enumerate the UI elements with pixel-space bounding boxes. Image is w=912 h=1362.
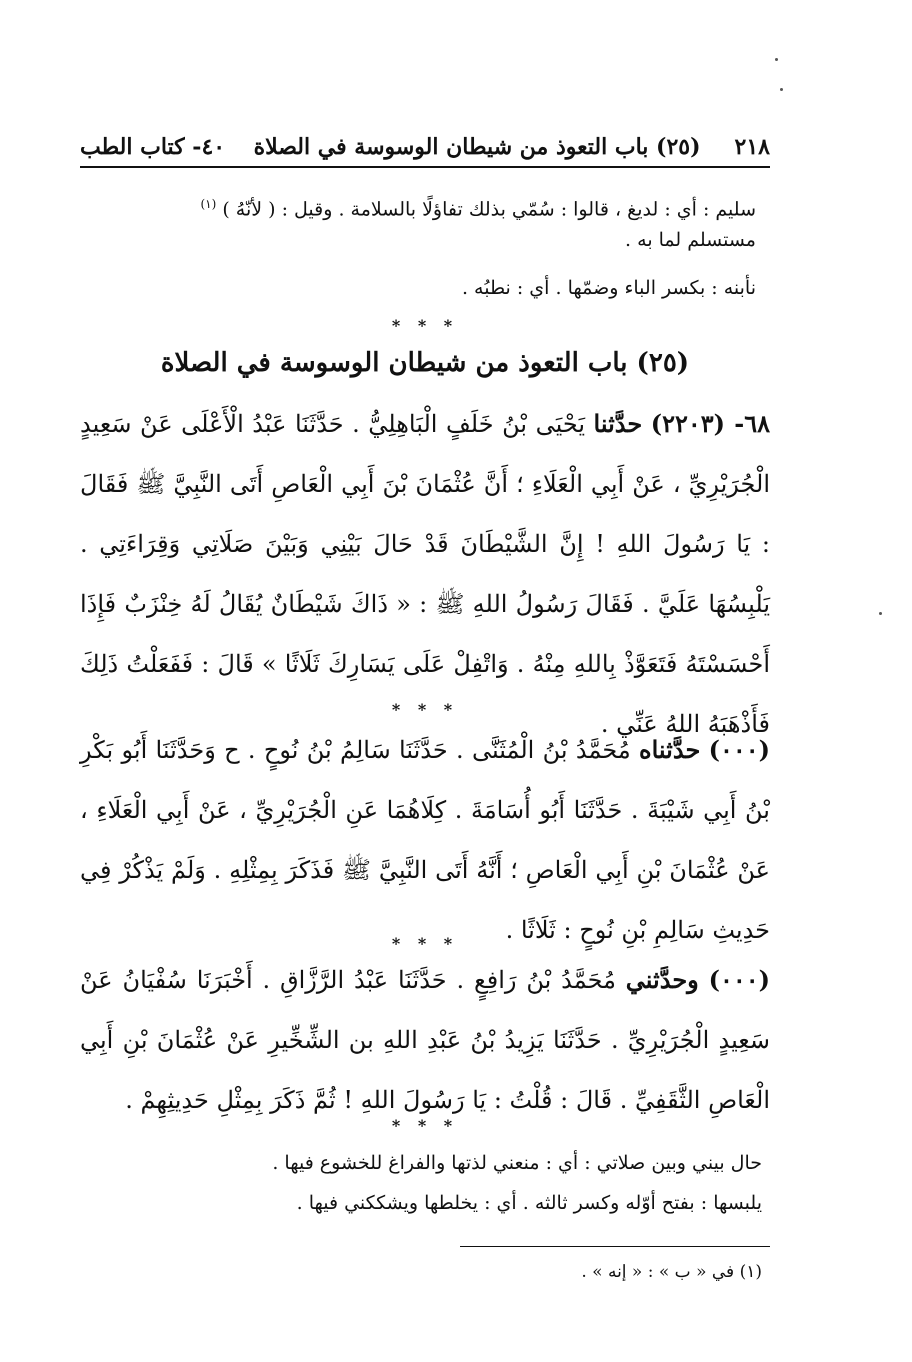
top-note-3: نأبنه : بكسر الباء وضمّها . أي : نطبُه . xyxy=(461,277,756,299)
chapter-reference: (٢٥) باب التعوذ من شيطان الوسوسة في الصلاة xyxy=(253,134,701,160)
hadith-3-number: (٠٠٠) xyxy=(708,965,770,994)
footnote-marker: (١) xyxy=(200,197,217,211)
hadith-3-text: مُحَمَّدُ بْنُ رَافِعٍ . حَدَّثَنَا عَبْدُ الرَّزَّاقِ . أَخْبَرَنَا سُفْيَانُ عَنْ سَعِيدٍ الْجُرَيْرِيِّ . حَدَّثَنَا يَزِيدُ بْنُ عَبْدِ اللهِ بن الشِّخِّيرِ عَنْ عُثْمَانَ بْنِ أَبِي الْعَاصِ الثَّقَفِيِّ . قَالَ : قُلْتُ : يَا رَسُولَ اللهِ ! ثُمَّ ذَكَرَ بِمِثْلِ حَدِيثِهِمْ . xyxy=(80,966,770,1114)
margin-speck xyxy=(780,88,783,91)
gloss-2: يلبسها : بفتح أوّله وكسر ثالثه . أي : يخلطها ويشككني فيها . xyxy=(296,1192,762,1214)
margin-speck xyxy=(879,612,882,615)
hadith-3 xyxy=(80,950,770,1130)
hadith-1 xyxy=(80,394,770,738)
footnote: (١) في « ب » : « إنه » . xyxy=(581,1262,762,1282)
header-rule xyxy=(80,166,770,168)
hadith-1-text: يَحْيَى بْنُ خَلَفٍ الْبَاهِلِيُّ . حَدَّثَنَا عَبْدُ الْأَعْلَى عَنْ سَعِيدٍ الْجُرَيْرِيِّ ، عَنْ أَبِي الْعَلَاءِ ؛ أَنَّ عُثْمَانَ بْنَ أَبِي الْعَاصِ أَتَى النَّبِيَّ ﷺ فَقَالَ : يَا رَسُولَ اللهِ ! إِنَّ الشَّيْطَانَ قَدْ حَالَ بَيْنِي وَبَيْنَ صَلَاتِي وَقِرَاءَتِي . يَلْبِسُهَا عَلَيَّ . فَقَالَ رَسُولُ اللهِ ﷺ : « ذَاكَ شَيْطَانٌ يُقَالُ لَهُ خِنْزَبٌ فَإِذَا أَحْسَسْتَهُ فَتَعَوَّذْ بِاللهِ مِنْهُ . وَاتْفِلْ عَلَى يَسَارِكَ ثَلَاثًا » قَالَ : فَفَعَلْتُ ذَلِكَ فَأَذْهَبَهُ اللهُ عَنِّي . xyxy=(80,410,770,738)
chapter-title: (٢٥) باب التعوذ من شيطان الوسوسة في الصلاة xyxy=(160,348,690,378)
book-reference: ٤٠- كتاب الطب xyxy=(80,134,226,160)
hadith-1-number: ٦٨- (٢٢٠٣) xyxy=(650,409,770,438)
hadith-2-opening: حدَّثناه xyxy=(639,735,701,764)
separator-3: * * * xyxy=(391,934,459,953)
book-page xyxy=(80,0,770,1362)
separator-2: * * * xyxy=(391,700,459,719)
hadith-1-opening: حدَّثنا xyxy=(593,409,643,438)
separator-1: * * * xyxy=(391,316,459,335)
hadith-2 xyxy=(80,720,771,944)
hadith-3-opening: وحدَّثني xyxy=(625,965,699,994)
hadith-2-number: (٠٠٠) xyxy=(708,735,771,764)
gloss-1: حال بيني وبين صلاتي : أي : منعني لذتها والفراغ للخشوع فيها . xyxy=(272,1152,762,1174)
top-note-1: سليم : أي : لديغ ، قالوا : سُمّي بذلك تفاؤلًا بالسلامة . وقيل : ( لأنّهُ ) $^{(١)}$ xyxy=(200,197,756,221)
separator-4: * * * xyxy=(391,1116,459,1135)
margin-speck xyxy=(775,58,778,61)
running-header xyxy=(80,120,770,160)
page-number: ٢١٨ xyxy=(734,134,770,160)
top-note-2: مستسلم لما به . xyxy=(625,229,756,251)
header-right-group xyxy=(254,134,770,160)
footnote-rule xyxy=(460,1246,770,1247)
hadith-2-text: مُحَمَّدُ بْنُ الْمُثَنَّى . حَدَّثَنَا سَالِمُ بْنُ نُوحٍ . ح وَحَدَّثَنَا أَبُو بَكْرِ بْنُ أَبِي شَيْبَةَ . حَدَّثَنَا أَبُو أُسَامَةَ . كِلَاهُمَا عَنِ الْجُرَيْرِيِّ ، عَنْ أَبِي الْعَلَاءِ ، عَنْ عُثْمَانَ بْنِ أَبِي الْعَاصِ ؛ أَنَّهُ أَتَى النَّبِيَّ ﷺ فَذَكَرَ بِمِثْلِهِ . وَلَمْ يَذْكُرْ فِي حَدِيثِ سَالِمِ بْنِ نُوحٍ : ثَلَاثًا . xyxy=(80,736,771,944)
